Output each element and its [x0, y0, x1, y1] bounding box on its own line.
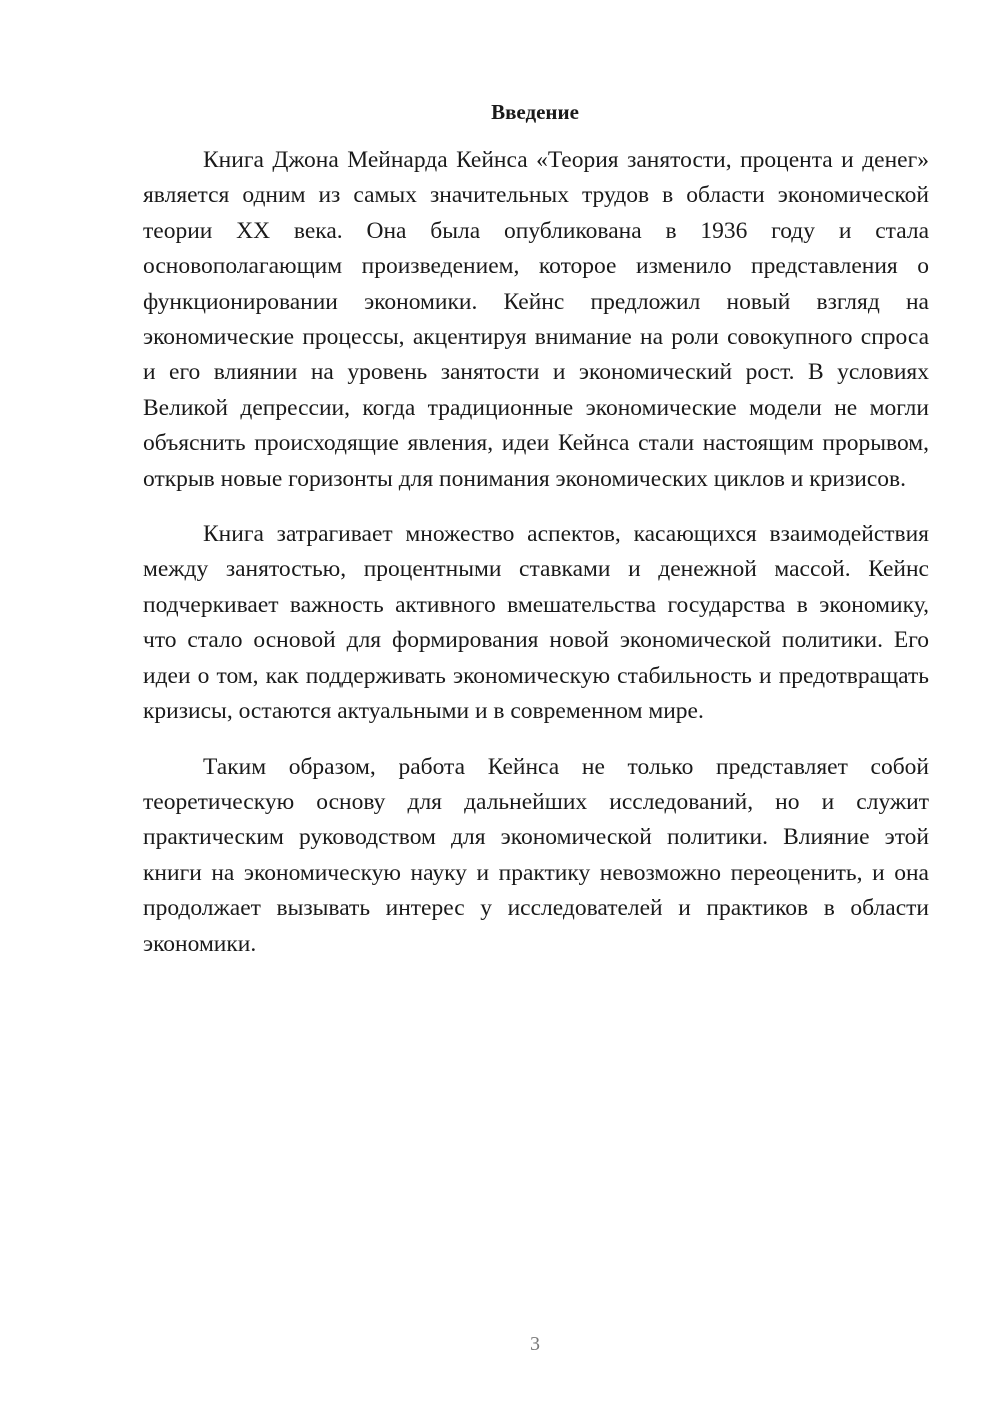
paragraph-3: Таким образом, работа Кейнса не только представляет собой теоретическую основу для дальнейших исследований, но и служит практическим руководством для экономической политики. Влияние этой книги на экономическую науку и практику невозможно переоценить, и она продолжает вызывать интерес у исследователей и практиков в области экономики.: [143, 753, 929, 957]
paragraph-2: Книга затрагивает множество аспектов, касающихся взаимодействия между занятостью, процентными ставками и денежной массой. Кейнс подчеркивает важность активного вмешательства государства в экономику, что стало основой для формирования новой экономической политики. Его идеи о том, как поддерживать экономическую стабильность и предотвращать кризисы, остаются актуальными и в современном мире.: [143, 521, 929, 725]
body-text: [143, 143, 929, 982]
section-heading: Введение: [491, 100, 579, 124]
page-number: 3: [530, 1333, 540, 1355]
paragraph-1: Книга Джона Мейнарда Кейнса «Теория занятости, процента и денег» является одним из самых значительных трудов в области экономической теории XX века. Она была опубликована в 1936 году и стала основополагающим произведением, которое изменило представления о функционировании экономики. Кейнс предложил новый взгляд на экономические процессы, акцентируя внимание на роли совокупного спроса и его влиянии на уровень занятости и экономический рост. В условиях Великой депрессии, когда традиционные экономические модели не могли объяснить происходящие явления, идеи Кейнса стали настоящим прорывом, открыв новые горизонты для понимания экономических циклов и кризисов.: [143, 147, 929, 492]
